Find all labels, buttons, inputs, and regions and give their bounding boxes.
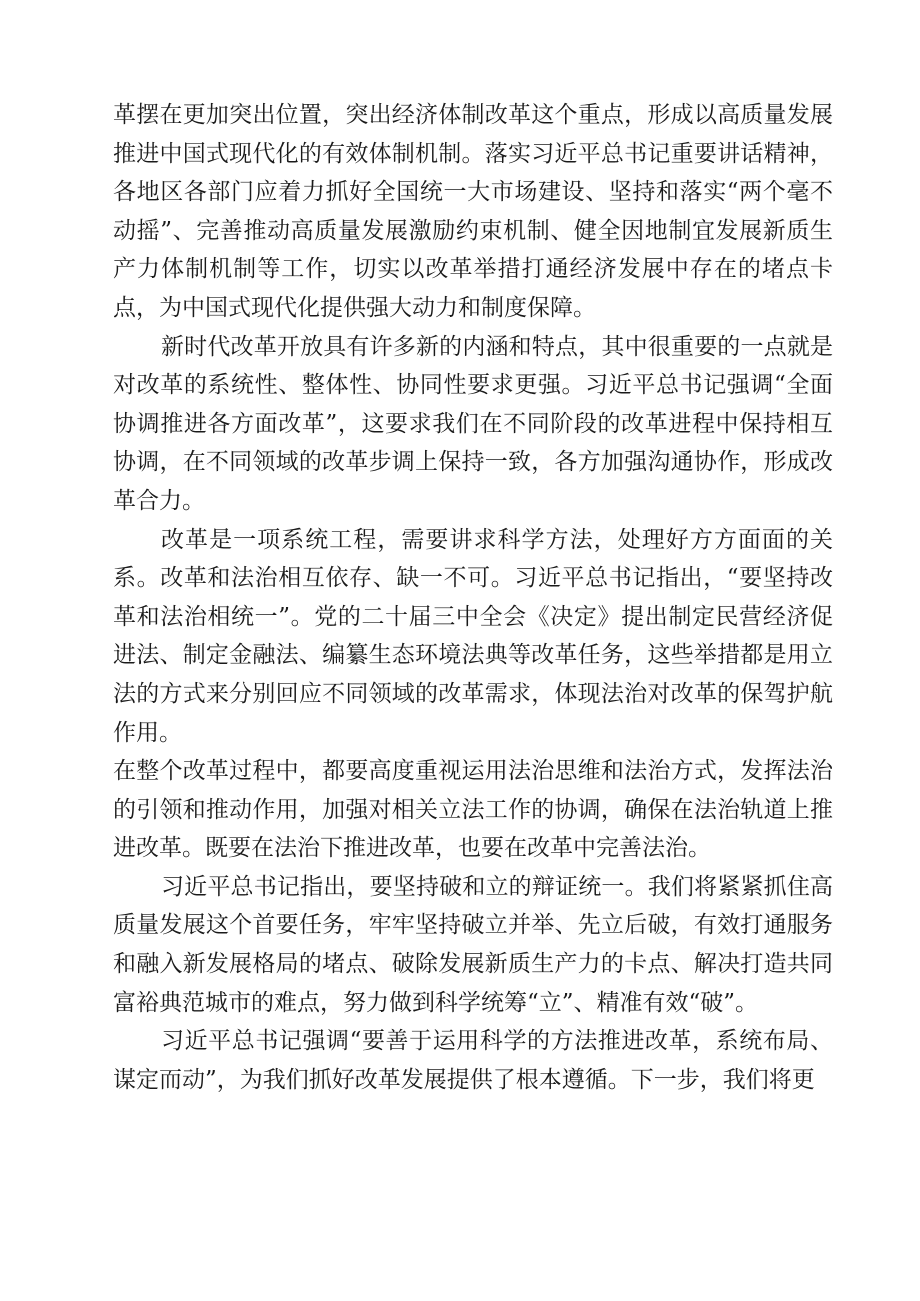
- paragraph-3: 改革是一项系统工程，需要讲求科学方法，处理好方方面面的关系。改革和法治相互依存、缺一不可。习近平总书记指出，“要坚持改革和法治相统一”。党的二十届三中全会《决定》提出制定民营经济促进法、制定金融法、编纂生态环境法典等改革任务，这些举措都是用立法的方式来分别回应不同领域的改革需求，体现法治对改革的保驾护航作用。: [113, 526, 833, 746]
- paragraph-1: 革摆在更加突出位置，突出经济体制改革这个重点，形成以高质量发展推进中国式现代化的有效体制机制。落实习近平总书记重要讲话精神，各地区各部门应着力抓好全国统一大市场建设、坚持和落实“两个毫不动摇”、完善推动高质量发展激励约束机制、健全因地制宜发展新质生产力体制机制等工作，切实以改革举措打通经济发展中存在的堵点卡点，为中国式现代化提供强大动力和制度保障。: [113, 102, 833, 321]
- paragraph-5: 习近平总书记指出，要坚持破和立的辩证统一。我们将紧紧抓住高质量发展这个首要任务，牢牢坚持破立并举、先立后破，有效打通服务和融入新发展格局的堵点、破除发展新质生产力的卡点、解决打造共同富裕典范城市的难点，努力做到科学统筹“立”、精准有效“破”。: [113, 873, 833, 1016]
- paragraph-6: 习近平总书记强调“要善于运用科学的方法推进改革，系统布局、谋定而动”，为我们抓好改革发展提供了根本遵循。下一步，我们将更: [113, 1028, 833, 1093]
- paragraph-4: 在整个改革过程中，都要高度重视运用法治思维和法治方式，发挥法治的引领和推动作用，加强对相关立法工作的协调，确保在法治轨道上推进改革。既要在法治下推进改革，也要在改革中完善法治。: [113, 758, 833, 862]
- paragraph-2: 新时代改革开放具有许多新的内涵和特点，其中很重要的一点就是对改革的系统性、整体性、协同性要求更强。习近平总书记强调“全面协调推进各方面改革”，这要求我们在不同阶段的改革进程中保持相互协调，在不同领域的改革步调上保持一致，各方加强沟通协作，形成改革合力。: [113, 333, 833, 514]
- document-body: [113, 96, 833, 1099]
